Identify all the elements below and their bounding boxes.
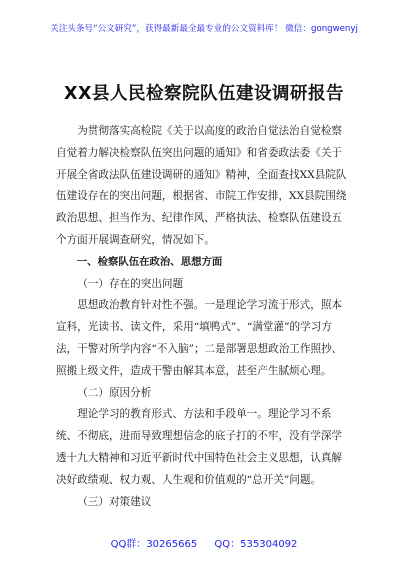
document-title: XX县人民检察院队伍建设调研报告 (64, 84, 344, 104)
subsection-heading-suggestions: （三）对策建议 (77, 495, 152, 508)
section-heading: 一、检察队伍在政治、思想方面 (76, 255, 223, 268)
subsection-heading-problems: （一）存在的突出问题 (77, 277, 184, 290)
footer-qq-group: QQ群：30265665 (110, 539, 198, 550)
subsection-heading-causes: （二）原因分析 (77, 386, 152, 399)
header-banner: 关注头条号“公文研究”，获得最新最全最专业的公文资料库！ 微信：gongwenyj (50, 24, 358, 34)
causes-paragraph: 理论学习的教育形式、方法和手段单一。理论学习不系统、不彻底，进而导致理想信念的底子打的不牢，没有学深学透十九大精神和习近平新时代中国特色社会主义思想，认真解决好政绩观、权力观、人生观和价值观的“总开关”问题。 (56, 408, 343, 486)
document-body (56, 121, 352, 513)
problems-paragraph: 思想政治教育针对性不强。一是理论学习流于形式，照本宣科，光读书、读文件，采用“填鸭式”、“满堂灌”的学习方法，干警对所学内容“不入脑”；二是部署思想政治工作照抄、照搬上级文件，造成干警由解其本意，甚至产生腻烦心理。 (56, 299, 343, 377)
footer-qq: QQ：535304092 (214, 539, 298, 550)
intro-paragraph: 为贯彻落实高检院《关于以高度的政治自觉法治自觉检察自觉着力解决检察队伍突出问题的通知》和省委政法委《关于开展全省政法队伍建设调研的通知》精神，全面查找XX县院队伍建设存在的突出问题，根据省、市院工作安排，XX县院围绕政治思想、担当作为、纪律作风、严格执法、检察队伍建设五个方面开展调查研究，情况如下。 (56, 125, 347, 246)
footer-contact (0, 535, 408, 550)
